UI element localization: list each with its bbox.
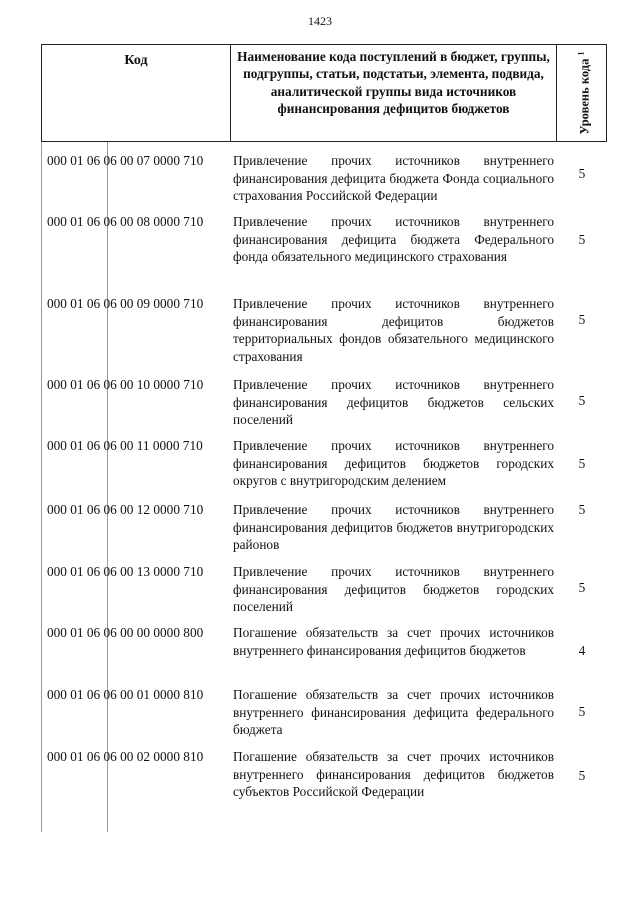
- table-left-rule: [41, 142, 42, 832]
- row-code: 000 01 06 06 00 12 0000 710: [47, 502, 204, 517]
- header-level-footnote: 1: [575, 51, 585, 56]
- row-code: 000 01 06 06 00 11 0000 710: [47, 438, 203, 453]
- header-level-text: Уровень кода: [577, 58, 592, 135]
- row-code: 000 01 06 06 00 10 0000 710: [47, 377, 204, 392]
- table-header: [41, 44, 607, 142]
- row-name: Привлечение прочих источников внутреннего финансирования дефицита бюджета Федерального фонда обязательного медицинского страхования: [233, 214, 554, 264]
- row-code: 000 01 06 06 00 02 0000 810: [47, 749, 204, 764]
- row-name: Привлечение прочих источников внутреннего финансирования дефицитов бюджетов территориальных фондов обязательного медицинского страхования: [233, 296, 554, 364]
- row-code: 000 01 06 06 00 09 0000 710: [47, 296, 204, 311]
- header-level-label: [574, 52, 591, 135]
- row-level: 5: [578, 704, 586, 719]
- page-number: 1423: [308, 14, 332, 28]
- row-code: 000 01 06 06 00 08 0000 710: [47, 214, 204, 229]
- row-name: Привлечение прочих источников внутреннего финансирования дефицитов бюджетов внутригородских районов: [233, 502, 554, 552]
- row-code: 000 01 06 06 00 13 0000 710: [47, 564, 204, 579]
- row-level: 5: [578, 232, 586, 247]
- header-code-cell: [42, 45, 231, 141]
- row-level: 5: [578, 580, 586, 595]
- table-inner-rule: [107, 142, 108, 832]
- row-code: 000 01 06 06 00 07 0000 710: [47, 153, 204, 168]
- row-name: Привлечение прочих источников внутреннего финансирования дефицитов бюджетов сельских поселений: [233, 377, 554, 427]
- row-level: 5: [578, 393, 586, 408]
- header-name-cell: [231, 45, 557, 141]
- row-name: Погашение обязательств за счет прочих источников внутреннего финансирования дефицитов бюджетов субъектов Российской Федерации: [233, 749, 554, 799]
- row-level: 5: [578, 502, 586, 517]
- row-level: 5: [578, 312, 586, 327]
- row-name: Погашение обязательств за счет прочих источников внутреннего финансирования дефицита федерального бюджета: [233, 687, 554, 737]
- header-code-label: Код: [124, 53, 148, 68]
- row-name: Привлечение прочих источников внутреннего финансирования дефицитов бюджетов городских поселений: [233, 564, 554, 614]
- header-name-label: Наименование кода поступлений в бюджет, группы, подгруппы, статьи, подстатьи, элемента, подвида, аналитической группы вида источников финансирования дефицитов бюджетов: [237, 49, 550, 116]
- header-level-cell: [557, 45, 608, 141]
- row-level: 4: [578, 643, 586, 658]
- row-name: Погашение обязательств за счет прочих источников внутреннего финансирования дефицитов бюджетов: [233, 625, 554, 658]
- row-level: 5: [578, 768, 586, 783]
- row-name: Привлечение прочих источников внутреннего финансирования дефицитов бюджетов городских округов с внутригородским делением: [233, 438, 554, 488]
- row-code: 000 01 06 06 00 01 0000 810: [47, 687, 204, 702]
- row-name: Привлечение прочих источников внутреннего финансирования дефицита бюджета Фонда социального страхования Российской Федерации: [233, 153, 554, 203]
- row-level: 5: [578, 166, 586, 181]
- row-code: 000 01 06 06 00 00 0000 800: [47, 625, 204, 640]
- row-level: 5: [578, 456, 586, 471]
